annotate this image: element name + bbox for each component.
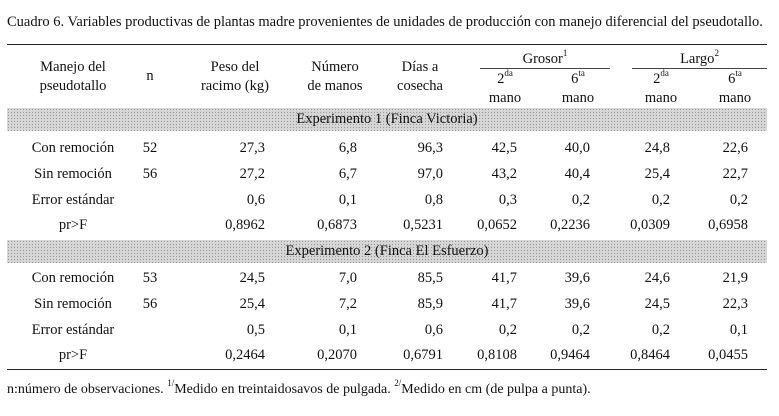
cell-manos: 6,7 — [338, 166, 357, 182]
cell-grosor-2da: 0,2 — [498, 322, 517, 338]
footnote-text-2: Medido en treintaidosavos de pulgada. — [174, 382, 395, 397]
cell-largo-2da: 24,6 — [644, 270, 670, 286]
header-mano-label: mano — [488, 90, 522, 106]
row-label: pr>F — [58, 217, 88, 233]
header-peso-line2: racimo (kg) — [200, 78, 270, 94]
header-peso — [180, 58, 290, 96]
cell-grosor-2da: 41,7 — [491, 296, 517, 312]
cell-peso: 0,2464 — [225, 347, 265, 363]
cell-peso: 24,5 — [239, 270, 265, 286]
header-manejo — [18, 58, 128, 96]
cell-grosor-2da: 43,2 — [491, 166, 517, 182]
cell-grosor-6ta: 39,6 — [564, 270, 590, 286]
cell-grosor-2da: 0,8108 — [477, 347, 517, 363]
cell-grosor-6ta: 40,4 — [564, 166, 590, 182]
cell-manos: 6,8 — [338, 140, 357, 156]
row-label: pr>F — [58, 347, 88, 363]
row-label: Error estándar — [31, 192, 115, 208]
header-manos — [290, 58, 380, 96]
experiment-title: Experimento 1 (Finca Victoria) — [296, 111, 478, 127]
header-mano-label: mano — [561, 90, 595, 106]
cell-largo-6ta: 0,1 — [729, 322, 748, 338]
cell-largo-6ta: 22,3 — [722, 296, 748, 312]
cell-manos: 0,6873 — [317, 217, 357, 233]
header-6ta-num: 6 — [571, 71, 579, 87]
header-dias-line2: cosecha — [397, 78, 443, 94]
cell-largo-2da: 0,8464 — [630, 347, 670, 363]
cell-grosor-2da: 42,5 — [491, 140, 517, 156]
header-largo-6ta — [710, 70, 760, 108]
header-largo — [632, 50, 767, 68]
cell-grosor-6ta: 39,6 — [564, 296, 590, 312]
cell-grosor-6ta: 0,2 — [571, 322, 590, 338]
cell-peso: 0,6 — [246, 192, 265, 208]
header-grosor — [480, 50, 610, 68]
header-2da-num: 2 — [497, 71, 505, 87]
cell-grosor-6ta: 0,2 — [571, 192, 590, 208]
cell-peso: 27,2 — [239, 166, 265, 182]
header-manejo-line1: Manejo del — [40, 59, 106, 75]
row-label: Sin remoción — [34, 166, 112, 182]
cell-grosor-2da: 41,7 — [491, 270, 517, 286]
cell-largo-6ta: 22,6 — [722, 140, 748, 156]
cell-largo-2da: 0,0309 — [630, 217, 670, 233]
cell-largo-6ta: 21,9 — [722, 270, 748, 286]
cell-grosor-6ta: 40,0 — [564, 140, 590, 156]
header-largo-label: Largo — [680, 51, 715, 67]
cell-peso: 25,4 — [239, 296, 265, 312]
cell-largo-6ta: 0,0455 — [708, 347, 748, 363]
cell-largo-2da: 0,2 — [651, 322, 670, 338]
cell-dias: 0,8 — [424, 192, 443, 208]
cell-dias: 0,5231 — [403, 217, 443, 233]
header-2da-sup: da — [660, 68, 669, 79]
row-label: Con remoción — [31, 270, 115, 286]
row-label: Con remoción — [31, 140, 115, 156]
footnote-marker-2: 2/ — [394, 378, 402, 389]
header-dias-line1: Días a — [401, 59, 439, 75]
cell-largo-2da: 0,2 — [651, 192, 670, 208]
cell-largo-6ta: 0,2 — [729, 192, 748, 208]
cell-dias: 0,6 — [424, 322, 443, 338]
cell-manos: 7,2 — [338, 296, 357, 312]
cell-largo-2da: 24,5 — [644, 296, 670, 312]
cell-peso: 0,5 — [246, 322, 265, 338]
footnote-text-3: Medido en cm (de pulpa a punta). — [401, 382, 591, 397]
cell-dias: 97,0 — [417, 166, 443, 182]
header-6ta-num: 6 — [728, 71, 736, 87]
cell-peso: 27,3 — [239, 140, 265, 156]
header-dias — [375, 58, 465, 96]
cell-grosor-6ta: 0,2236 — [550, 217, 590, 233]
bottom-rule — [7, 369, 767, 370]
header-manejo-line2: pseudotallo — [39, 78, 107, 94]
header-largo-sup: 2 — [714, 48, 719, 59]
cell-manos: 0,2070 — [317, 347, 357, 363]
row-label: Sin remoción — [34, 296, 112, 312]
cell-largo-6ta: 0,6958 — [708, 217, 748, 233]
footnote-marker-1: 1/ — [167, 378, 175, 389]
table-footnote — [7, 378, 591, 399]
cell-grosor-6ta: 0,9464 — [550, 347, 590, 363]
cell-n: 56 — [142, 166, 158, 182]
header-grosor-label: Grosor — [522, 51, 563, 67]
header-largo-2da — [636, 70, 686, 108]
cell-largo-6ta: 22,7 — [722, 166, 748, 182]
grosor-underline — [480, 68, 610, 69]
experiment-title: Experimento 2 (Finca El Esfuerzo) — [285, 243, 489, 259]
header-2da-sup: da — [504, 68, 513, 79]
header-peso-line1: Peso del — [210, 59, 260, 75]
cell-dias: 85,5 — [417, 270, 443, 286]
cell-manos: 0,1 — [338, 322, 357, 338]
cell-peso: 0,8962 — [225, 217, 265, 233]
cell-manos: 0,1 — [338, 192, 357, 208]
table-caption: Cuadro 6. Variables productivas de plantas madre provenientes de unidades de producción con manejo diferencial del pseudotallo. — [7, 14, 763, 30]
header-mano-label: mano — [644, 90, 678, 106]
header-grosor-2da — [480, 70, 530, 108]
cell-n: 53 — [142, 270, 158, 286]
header-grosor-sup: 1 — [562, 48, 568, 59]
cell-dias: 96,3 — [417, 140, 443, 156]
cell-dias: 85,9 — [417, 296, 443, 312]
header-grosor-6ta — [553, 70, 603, 108]
header-6ta-sup: ta — [735, 68, 742, 79]
header-6ta-sup: ta — [578, 68, 585, 79]
cell-grosor-2da: 0,0652 — [477, 217, 517, 233]
header-manos-line1: Número — [311, 59, 359, 75]
cell-dias: 0,6791 — [403, 347, 443, 363]
cell-largo-2da: 25,4 — [644, 166, 670, 182]
largo-underline — [632, 68, 767, 69]
header-2da-num: 2 — [653, 71, 661, 87]
cell-grosor-2da: 0,3 — [498, 192, 517, 208]
header-manos-line2: de manos — [307, 78, 363, 94]
cell-largo-2da: 24,8 — [644, 140, 670, 156]
row-label: Error estándar — [31, 322, 115, 338]
cell-n: 52 — [142, 140, 158, 156]
cell-n: 56 — [142, 296, 158, 312]
top-rule — [7, 44, 767, 45]
header-n: n — [146, 68, 154, 84]
footnote-text-1: n:número de observaciones. — [7, 382, 168, 397]
cell-manos: 7,0 — [338, 270, 357, 286]
header-mano-label: mano — [718, 90, 752, 106]
